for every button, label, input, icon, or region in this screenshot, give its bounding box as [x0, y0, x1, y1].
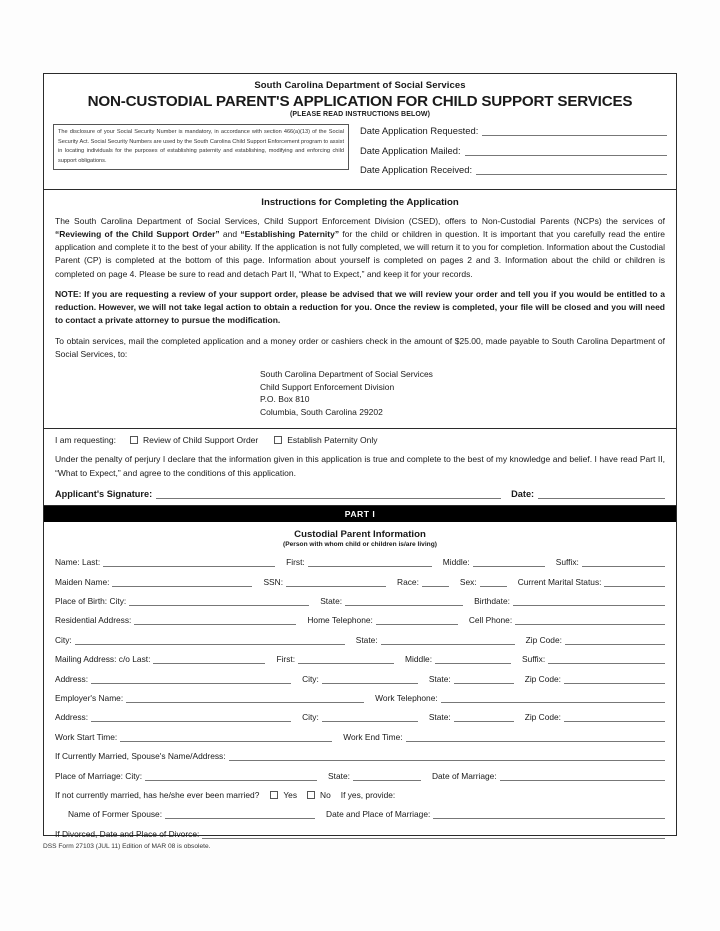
mailing-middle-input[interactable] — [435, 655, 511, 664]
checkbox-icon[interactable] — [307, 791, 315, 799]
employer-address-input[interactable] — [91, 713, 291, 722]
date-application-mailed-row — [360, 145, 667, 156]
date-application-received-label: Date Application Received: — [360, 164, 473, 175]
name-middle-input[interactable] — [473, 558, 545, 567]
checkbox-icon[interactable] — [274, 436, 282, 444]
birthdate-input[interactable] — [513, 597, 665, 606]
mailing-zip-label: Zip Code: — [524, 673, 562, 684]
field-row-maiden-ssn — [55, 577, 665, 587]
birth-state-label: State: — [320, 596, 343, 607]
former-spouse-label: Name of Former Spouse: — [68, 809, 163, 820]
instr-p1-bold2: “Establishing Paternity” — [240, 228, 340, 239]
place-of-marriage-city-label: Place of Marriage: City: — [55, 770, 143, 781]
instructions-note-paragraph: NOTE: If you are requesting a review of your support order, please be advised that we will review your order and tell you if you would be entitled to a reduction. However, we will not take legal action to obtain a reduction for you. Once the review is completed, your file will be closed and you will need to contact a private attorney to pursue the modification. — [55, 288, 665, 326]
spouse-name-address-input[interactable] — [229, 752, 665, 761]
header-columns — [53, 124, 667, 184]
employer-name-input[interactable] — [126, 694, 364, 703]
instructions-paragraph-1 — [55, 215, 665, 281]
employer-name-label: Employer's Name: — [55, 693, 124, 704]
field-row-spouse — [55, 751, 665, 761]
maiden-name-label: Maiden Name: — [55, 576, 110, 587]
field-row-city-state-zip-1 — [55, 635, 665, 645]
date-place-marriage-input[interactable] — [433, 810, 665, 819]
name-first-input[interactable] — [308, 558, 432, 567]
field-row-employer — [55, 693, 665, 703]
ssn-disclosure-box: The disclosure of your Social Security Number is mandatory, in accordance with section 466(a)(13) of the Social Security Act. Social Security Numbers are used by the South Carolina Child Support Enforcement program to assist in locating individuals for the purposes of establishing paternity and establishing, modifying and enforcing child support obligations. — [53, 124, 349, 170]
residential-address-label: Residential Address: — [55, 615, 132, 626]
employer-city-label: City: — [302, 712, 319, 723]
work-telephone-input[interactable] — [441, 694, 665, 703]
mailing-city-input[interactable] — [322, 675, 418, 684]
mailing-address-line-3: P.O. Box 810 — [260, 394, 310, 405]
field-row-employer-address — [55, 712, 665, 722]
checkbox-ever-married-no-label: No — [320, 790, 331, 800]
work-telephone-label: Work Telephone: — [375, 693, 438, 704]
former-spouse-input[interactable] — [165, 810, 315, 819]
name-suffix-label: Suffix: — [555, 557, 579, 568]
form-title: NON-CUSTODIAL PARENT'S APPLICATION FOR CHILD SUPPORT SERVICES — [87, 93, 633, 110]
birthdate-label: Birthdate: — [474, 596, 510, 607]
work-start-time-label: Work Start Time: — [55, 731, 118, 742]
date-application-mailed-input[interactable] — [465, 146, 667, 156]
marital-status-input[interactable] — [604, 578, 665, 587]
date-fields-column — [349, 124, 667, 184]
cell-phone-input[interactable] — [515, 616, 665, 625]
employer-state-label: State: — [428, 712, 451, 723]
request-options-row — [55, 435, 665, 445]
name-suffix-input[interactable] — [582, 558, 665, 567]
mailing-co-last-label: Mailing Address: c/o Last: — [55, 654, 151, 665]
home-telephone-label: Home Telephone: — [307, 615, 373, 626]
field-row-place-of-marriage — [55, 771, 665, 781]
field-row-place-of-birth — [55, 596, 665, 606]
date-application-requested-label: Date Application Requested: — [360, 125, 479, 136]
date-of-marriage-label: Date of Marriage: — [431, 770, 497, 781]
field-row-name — [55, 557, 665, 567]
name-last-label: Name: Last: — [55, 557, 101, 568]
sex-input[interactable] — [480, 578, 507, 587]
residential-state-label: State: — [355, 634, 378, 645]
mailing-co-last-input[interactable] — [153, 655, 265, 664]
date-application-requested-input[interactable] — [482, 126, 667, 136]
form-outer-border — [43, 73, 677, 839]
residential-address-input[interactable] — [134, 616, 296, 625]
divorce-label: If Divorced, Date and Place of Divorce: — [55, 828, 200, 839]
instr-p1-text2: and — [219, 228, 241, 239]
race-label: Race: — [397, 576, 419, 587]
agency-name: South Carolina Department of Social Services — [254, 80, 466, 91]
name-middle-label: Middle: — [442, 557, 470, 568]
instructions-section — [44, 190, 676, 430]
mailing-city-label: City: — [302, 673, 319, 684]
date-application-requested-row — [360, 125, 667, 136]
instr-p1-bold1: “Reviewing of the Child Support Order” — [55, 228, 220, 239]
signature-date-label: Date: — [511, 488, 535, 499]
applicant-signature-input[interactable] — [156, 489, 501, 499]
race-input[interactable] — [422, 578, 449, 587]
residential-state-input[interactable] — [381, 636, 515, 645]
field-row-work-times — [55, 732, 665, 742]
checkbox-icon[interactable] — [130, 436, 138, 444]
residential-zip-input[interactable] — [565, 636, 665, 645]
work-start-time-input[interactable] — [120, 733, 332, 742]
field-row-residential-address — [55, 615, 665, 625]
signature-row — [55, 489, 665, 499]
marriage-state-label: State: — [328, 770, 350, 781]
date-application-mailed-label: Date Application Mailed: — [360, 144, 461, 156]
mailing-middle-label: Middle: — [405, 654, 433, 665]
home-telephone-input[interactable] — [376, 616, 458, 625]
maiden-name-input[interactable] — [112, 578, 252, 587]
mailing-address-line-2: Child Support Enforcement Division — [260, 381, 395, 392]
mailing-address-input[interactable] — [91, 675, 291, 684]
birth-state-input[interactable] — [345, 597, 463, 606]
checkbox-review-order[interactable] — [130, 435, 258, 445]
checkbox-ever-married-no[interactable] — [307, 790, 331, 800]
spouse-name-address-label: If Currently Married, Spouse's Name/Address: — [55, 751, 226, 762]
checkbox-establish-paternity-label: Establish Paternity Only — [287, 435, 378, 446]
checkbox-review-order-label: Review of Child Support Order — [142, 435, 259, 446]
ever-married-question-label: If not currently married, has he/she ever been married? — [55, 790, 260, 800]
date-place-marriage-label: Date and Place of Marriage: — [326, 809, 431, 820]
custodial-parent-heading: Custodial Parent Information — [294, 529, 426, 541]
mailing-first-input[interactable] — [298, 655, 394, 664]
instr-p1-text1: The South Carolina Department of Social Services, Child Support Enforcement Division (CSED), offers to Non-Custodial Parents (NCPs) the services of — [55, 215, 665, 226]
request-and-signature-section — [44, 429, 676, 506]
instr-p1-text3: for the child or children in question. It is important that you carefully read the entire application and complete it to the best of your ability. If the application is not fully completed, we will return it to you for completion. Information about the Custodial Parent (CP) is completed at the bottom of this page. Information about yourself is completed on pages 2 and 3. Information about the child or children is completed on page 4. Please be sure to read and detach Part II, “What to Expect,” and keep it for your records. — [55, 228, 666, 279]
divorce-input[interactable] — [202, 830, 665, 839]
mailing-address-block — [260, 368, 665, 418]
date-of-marriage-input[interactable] — [500, 772, 665, 781]
instructions-mail-paragraph: To obtain services, mail the completed application and a money order or cashiers check in the amount of $25.00, made payable to South Carolina Department of Social Services, to: — [55, 335, 665, 359]
place-of-marriage-city-input[interactable] — [145, 772, 317, 781]
mailing-zip-input[interactable] — [564, 675, 665, 684]
employer-zip-input[interactable] — [564, 713, 665, 722]
custodial-parent-subheading: (Person with whom child or children is/are living) — [283, 541, 437, 549]
employer-city-input[interactable] — [322, 713, 418, 722]
date-application-received-input[interactable] — [476, 165, 667, 175]
field-row-divorce — [55, 829, 665, 839]
marriage-state-input[interactable] — [353, 772, 421, 781]
sex-label: Sex: — [459, 576, 477, 587]
ssn-input[interactable] — [286, 578, 386, 587]
applicant-signature-label: Applicant's Signature: — [55, 488, 153, 499]
field-row-former-spouse — [55, 809, 665, 819]
mailing-first-label: First: — [276, 654, 296, 665]
form-header — [44, 74, 676, 190]
name-last-input[interactable] — [103, 558, 275, 567]
signature-date-input[interactable] — [538, 489, 665, 499]
perjury-declaration: Under the penalty of perjury I declare that the information given in this application is true and complete to the best of my knowledge and belief. I have read Part II, “What to Expect,” and agree to the conditions of this application. — [55, 454, 665, 478]
field-row-mailing-address — [55, 674, 665, 684]
request-label: I am requesting: — [55, 435, 116, 446]
mailing-state-label: State: — [428, 673, 451, 684]
residential-zip-label: Zip Code: — [525, 634, 562, 645]
mailing-suffix-label: Suffix: — [522, 654, 546, 665]
ssn-label: SSN: — [263, 576, 284, 587]
part-one-bar: PART I — [44, 506, 676, 523]
marital-status-label: Current Marital Status: — [517, 576, 602, 587]
field-row-ever-married — [55, 790, 665, 800]
checkbox-establish-paternity[interactable] — [274, 435, 377, 445]
checkbox-icon[interactable] — [270, 791, 278, 799]
employer-state-input[interactable] — [454, 713, 514, 722]
custodial-parent-section — [44, 522, 676, 844]
residential-city-label: City: — [55, 634, 72, 645]
mailing-address-label: Address: — [55, 673, 89, 684]
field-row-mailing-name — [55, 654, 665, 664]
checkbox-ever-married-yes-label: Yes — [283, 790, 298, 800]
residential-city-input[interactable] — [75, 636, 345, 645]
employer-address-label: Address: — [55, 712, 89, 723]
place-of-birth-city-label: Place of Birth: City: — [55, 596, 127, 607]
cell-phone-label: Cell Phone: — [468, 615, 513, 626]
checkbox-ever-married-yes[interactable] — [270, 790, 297, 800]
name-first-label: First: — [286, 557, 305, 568]
mailing-suffix-input[interactable] — [548, 655, 665, 664]
instructions-heading: Instructions for Completing the Application — [261, 196, 459, 208]
read-instructions-note: (PLEASE READ INSTRUCTIONS BELOW) — [289, 111, 431, 118]
if-yes-provide-label: If yes, provide: — [340, 790, 396, 800]
form-footer-note: DSS Form 27103 (JUL 11) Edition of MAR 08 is obsolete. — [43, 843, 211, 850]
employer-zip-label: Zip Code: — [524, 712, 562, 723]
place-of-birth-city-input[interactable] — [129, 597, 309, 606]
mailing-state-input[interactable] — [454, 675, 514, 684]
date-application-received-row — [360, 164, 667, 175]
mailing-address-line-1: South Carolina Department of Social Services — [260, 369, 433, 379]
work-end-time-label: Work End Time: — [343, 731, 403, 742]
work-end-time-input[interactable] — [406, 733, 665, 742]
mailing-address-line-4: Columbia, South Carolina 29202 — [260, 406, 383, 417]
